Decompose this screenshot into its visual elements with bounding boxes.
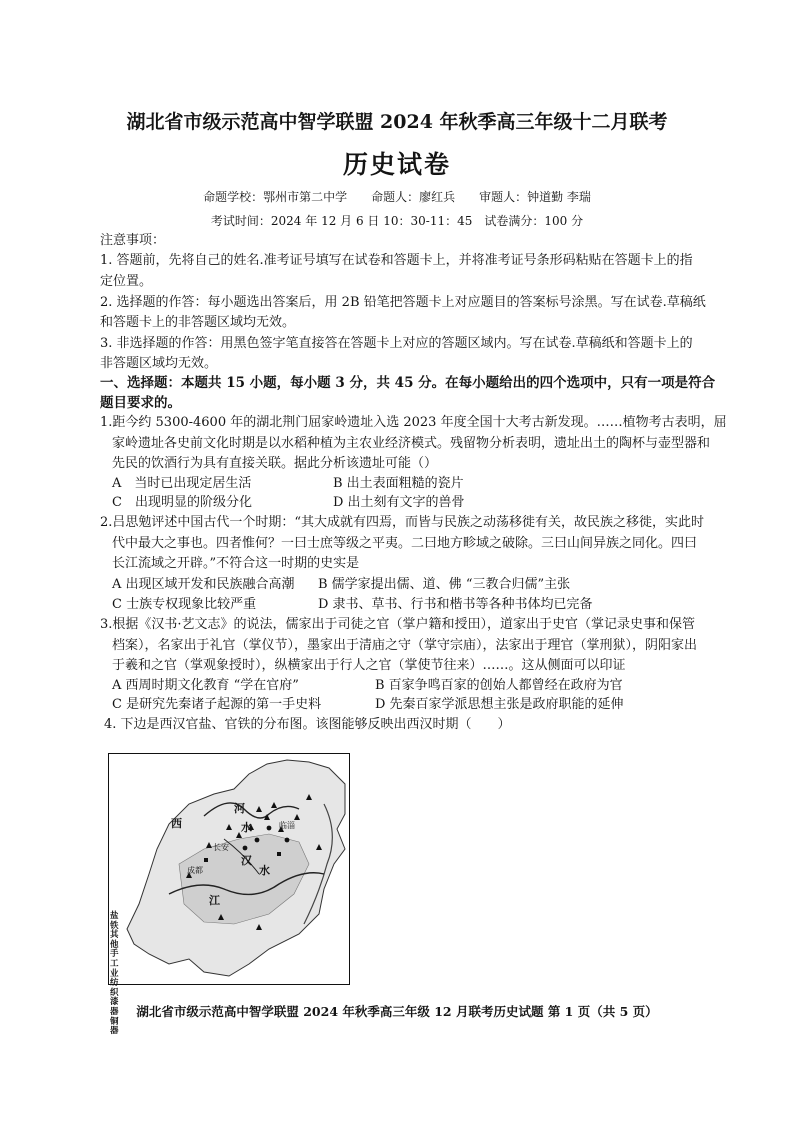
map-label-chengdu: 成都: [187, 866, 203, 875]
page-footer: 湖北省市级示范高中智学联盟 2024 年秋季高三年级 12 月联考历史试题 第 1 页（共 5 页）: [136, 1004, 658, 1019]
question-2-option-b: B 儒学家提出儒、道、佛 “三教合归儒”主张: [318, 577, 571, 592]
question-2-option-c: C 士族专权现象比较严重: [112, 597, 257, 612]
question-1-stem: 先民的饮酒行为具有直接关联。据此分析该遗址可能（）: [112, 456, 438, 471]
map-label-river-he: 河: [234, 802, 245, 815]
western-han-salt-iron-map: [108, 753, 350, 1037]
question-3-stem: 3.根据《汉书·艺文志》的说法，儒家出于司徒之官（掌户籍和授田），道家出于史官（掌记录史事和保管: [100, 617, 696, 632]
map-label-river-shui: 水: [241, 821, 252, 834]
question-3-option-a: A 西周时期文化教育 “学在官府”: [112, 678, 299, 693]
exam-info-line: 考试时间：2024 年 12 月 6 日 10：30-11：45 试卷满分：100 分: [210, 214, 584, 228]
subject-title: 历史试卷: [342, 150, 451, 179]
question-3-option-c: C 是研究先秦诸子起源的第一手史料: [112, 697, 322, 712]
question-1-stem: 家岭遗址各史前文化时期是以水稻种植为主农业经济模式。残留物分析表明，遗址出土的陶杯与壶型器和: [112, 436, 711, 451]
map-label-shui2: 水: [259, 864, 270, 877]
exam-title: 湖北省市级示范高中智学联盟 2024 年秋季高三年级十二月联考: [126, 111, 668, 133]
notice-line: 3. 非选择题的作答：用黑色签字笔直接答在答题卡上对应的答题区域内。写在试卷.草稿纸和答题卡上的: [100, 336, 693, 351]
map-label-han: 汉: [241, 854, 252, 867]
question-1-option-b: B 出土表面粗糙的瓷片: [333, 476, 464, 491]
question-1-option-a: A 当时已出现定居生活: [112, 476, 252, 491]
question-2-stem: 代中最大之事也。四者惟何？一曰士庶等级之平夷。二曰地方畛域之破除。三曰山间异族之同化。四曰: [112, 536, 698, 551]
notice-heading: 注意事项：: [100, 233, 166, 248]
notice-line: 定位置。: [100, 274, 153, 289]
question-2-option-d: D 隶书、草书、行书和楷书等各种书体均已完备: [318, 597, 593, 612]
notice-line: 1. 答题前，先将自己的姓名.准考证号填写在试卷和答题卡上，并将准考证号条形码粘贴在答题卡上的指: [100, 253, 693, 268]
notice-line: 2. 选择题的作答：每小题选出答案后，用 2B 铅笔把答题卡上对应题目的答案标号涂黑。写在试卷.草稿纸: [100, 295, 706, 310]
section-heading: 题目要求的。: [100, 395, 181, 411]
notice-line: 非答题区域均无效。: [100, 356, 218, 371]
question-3-stem: 档案），名家出于礼官（掌仪节），墨家出于清庙之守（掌守宗庙），法家出于理官（掌刑狱），阴阳家出: [112, 638, 698, 653]
question-1-option-d: D 出土刻有文字的兽骨: [333, 495, 465, 510]
map-label-west: 西: [171, 817, 182, 830]
question-1-stem: 1.距今约 5300-4600 年的湖北荆门屈家岭遗址入选 2023 年度全国十大考古新发现。……植物考古表明，屈: [100, 415, 727, 430]
question-4-stem: 4. 下边是西汉官盐、官铁的分布图。该图能够反映出西汉时期（ ）: [104, 717, 511, 732]
section-heading: 一、选择题：本题共 15 小题，每小题 3 分，共 45 分。在每小题给出的四个选项中，只有一项是符合: [100, 375, 716, 391]
question-3-stem: 于羲和之官（掌观象授时），纵横家出于行人之官（掌使节往来）……。这从侧面可以印证: [112, 658, 626, 673]
question-3-option-d: D 先秦百家学派思想主张是政府职能的延伸: [375, 697, 624, 712]
map-drawing: [109, 754, 349, 984]
question-3-option-b: B 百家争鸣百家的创始人都曾经在政府为官: [375, 678, 623, 693]
map-label-linzi: 临淄: [279, 821, 295, 830]
map-label-jiang: 江: [209, 894, 220, 907]
question-1-option-c: C 出现明显的阶级分化: [112, 495, 252, 510]
map-label-changan: 长安: [213, 843, 229, 852]
authors-line: 命题学校：鄂州市第二中学 命题人：廖红兵 审题人：钟道勤 李瑞: [203, 190, 591, 204]
question-2-stem: 2.吕思勉评述中国古代一个时期：“其大成就有四焉，而皆与民族之动荡移徙有关，故民族之移徙，实此时: [100, 515, 705, 530]
question-2-stem: 长江流域之开辟。”不符合这一时期的史实是: [112, 556, 360, 571]
notice-line: 和答题卡上的非答题区域均无效。: [100, 315, 296, 330]
question-2-option-a: A 出现区域开发和民族融合高潮: [112, 577, 295, 592]
map-legend: 盐铁其他手工业纺织漆器铜器: [110, 911, 119, 1037]
